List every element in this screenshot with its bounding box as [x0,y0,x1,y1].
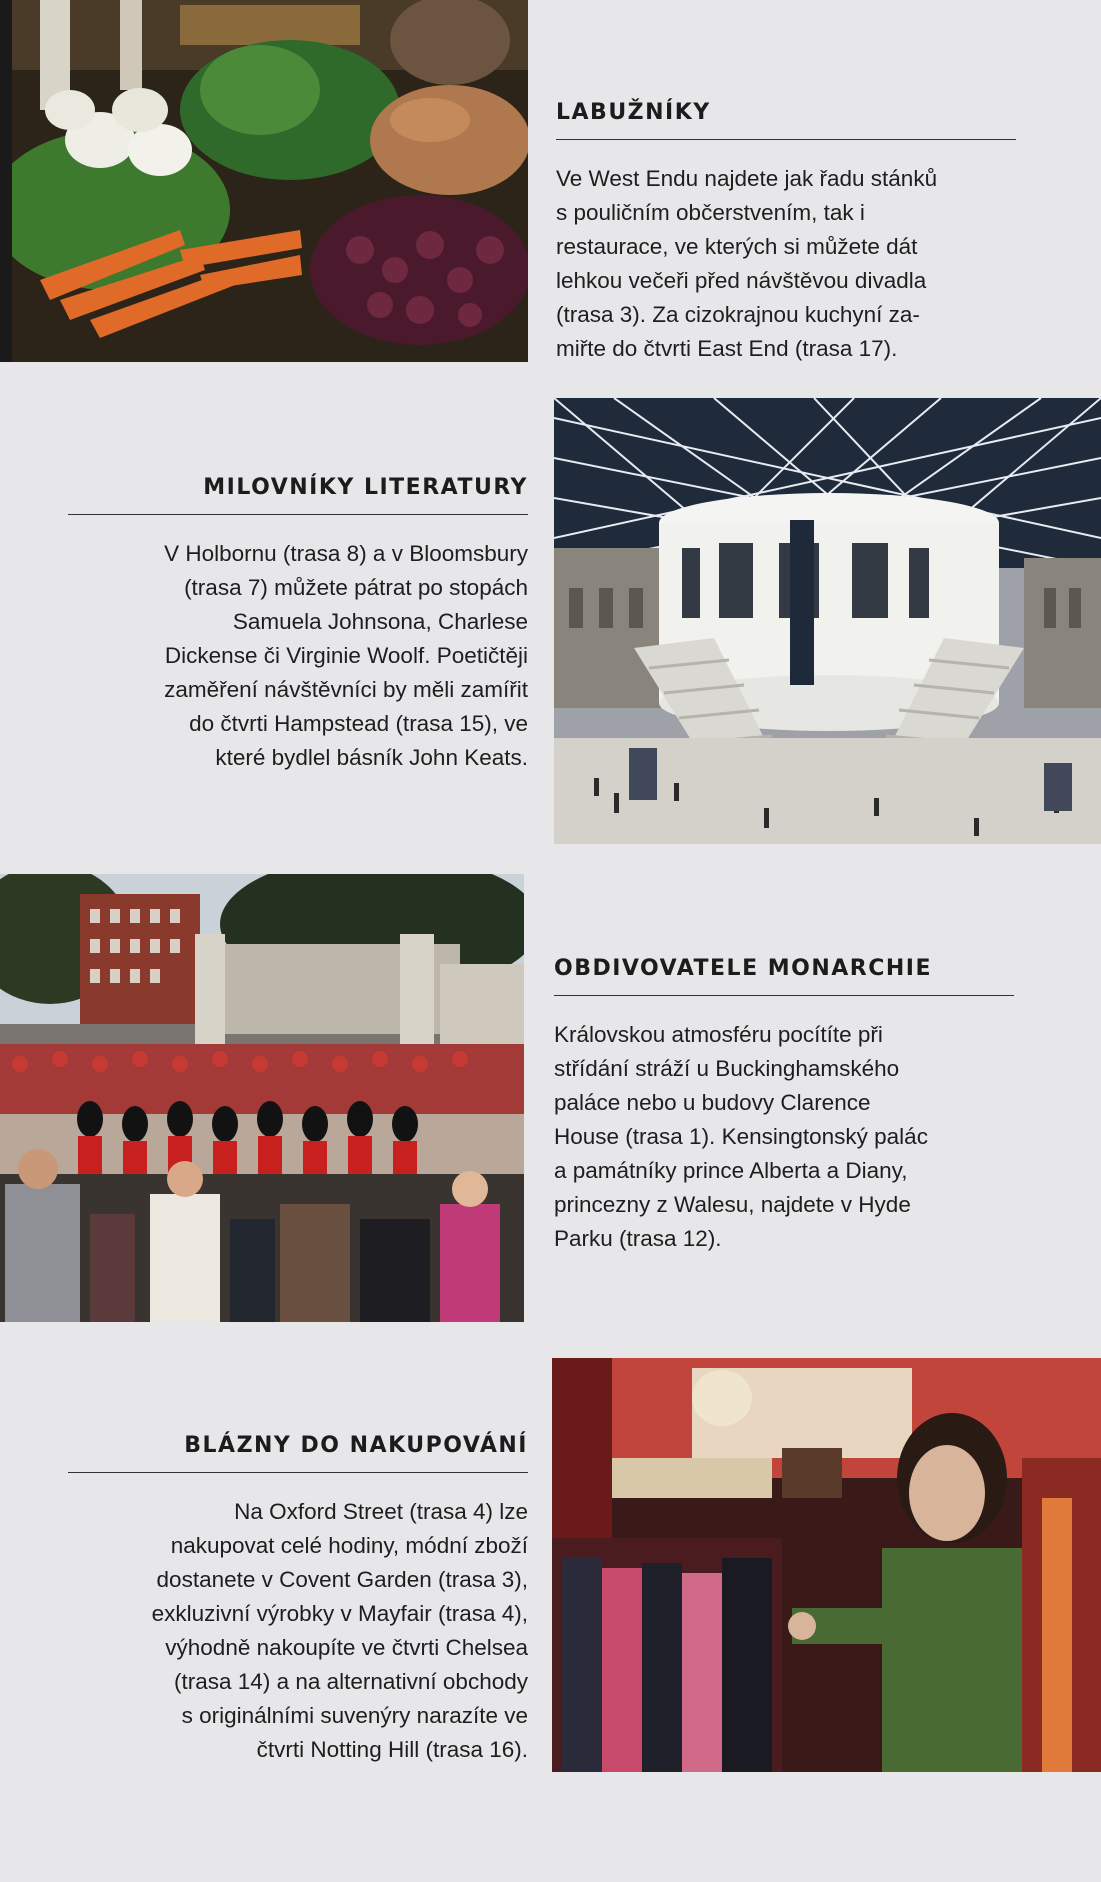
text-line: výhodně nakoupíte ve čtvrti Chelsea [165,1635,528,1660]
text-line: s originálními suvenýry narazíte ve [181,1703,528,1728]
text-line: exkluzivní výrobky v Mayfair (trasa 4), [151,1601,528,1626]
shopping-photo [552,1358,1101,1772]
museum-great-court-photo [554,398,1101,844]
text-line: princezny z Walesu, najdete v Hyde [554,1192,911,1217]
section-monarchy-admirers [554,956,1014,1256]
section-body [554,1018,1014,1256]
section-body [68,1495,528,1767]
section-shopping-lovers [68,1433,528,1767]
section-gourmets [556,100,1016,366]
text-line: V Holbornu (trasa 8) a v Bloomsbury [164,541,528,566]
vegetable-market-photo [0,0,528,362]
section-heading: MILOVNÍKY LITERATURY [68,475,528,515]
changing-of-guard-photo [0,874,524,1322]
text-line: nakupovat celé hodiny, módní zboží [170,1533,528,1558]
text-line: čtvrti Notting Hill (trasa 16). [256,1737,528,1762]
text-line: Parku (trasa 12). [554,1226,722,1251]
text-line: střídání stráží u Buckinghamského [554,1056,900,1081]
text-line: Na Oxford Street (trasa 4) lze [234,1499,528,1524]
text-line: Ve West Endu najdete jak řadu stánků [556,166,938,191]
text-line: lehkou večeři před návštěvou divadla [556,268,927,293]
section-heading: LABUŽNÍKY [556,100,1016,140]
text-line: House (trasa 1). Kensingtonský palác [554,1124,928,1149]
text-line: Dickense či Virginie Woolf. Poetičtěji [164,643,528,668]
text-line: miřte do čtvrti East End (trasa 17). [556,336,898,361]
section-literature-lovers [68,475,528,775]
text-line: (trasa 14) a na alternativní obchody [174,1669,528,1694]
section-heading: BLÁZNY DO NAKUPOVÁNÍ [68,1433,528,1473]
text-line: s pouličním občerstvením, tak i [556,200,865,225]
text-line: restaurace, ve kterých si můžete dát [556,234,918,259]
text-line: zaměření návštěvníci by měli zamířit [164,677,528,702]
text-line: a památníky prince Alberta a Diany, [554,1158,908,1183]
text-line: do čtvrti Hampstead (trasa 15), ve [189,711,528,736]
section-body [556,162,1016,366]
text-line: které bydlel básník John Keats. [215,745,528,770]
section-body [68,537,528,775]
text-line: (trasa 7) můžete pátrat po stopách [184,575,528,600]
text-line: (trasa 3). Za cizokrajnou kuchyní za- [556,302,920,327]
text-line: dostanete v Covent Garden (trasa 3), [156,1567,528,1592]
text-line: Královskou atmosféru pocítíte při [554,1022,883,1047]
section-heading: OBDIVOVATELE MONARCHIE [554,956,1014,996]
text-line: paláce nebo u budovy Clarence [554,1090,871,1115]
text-line: Samuela Johnsona, Charlese [232,609,528,634]
